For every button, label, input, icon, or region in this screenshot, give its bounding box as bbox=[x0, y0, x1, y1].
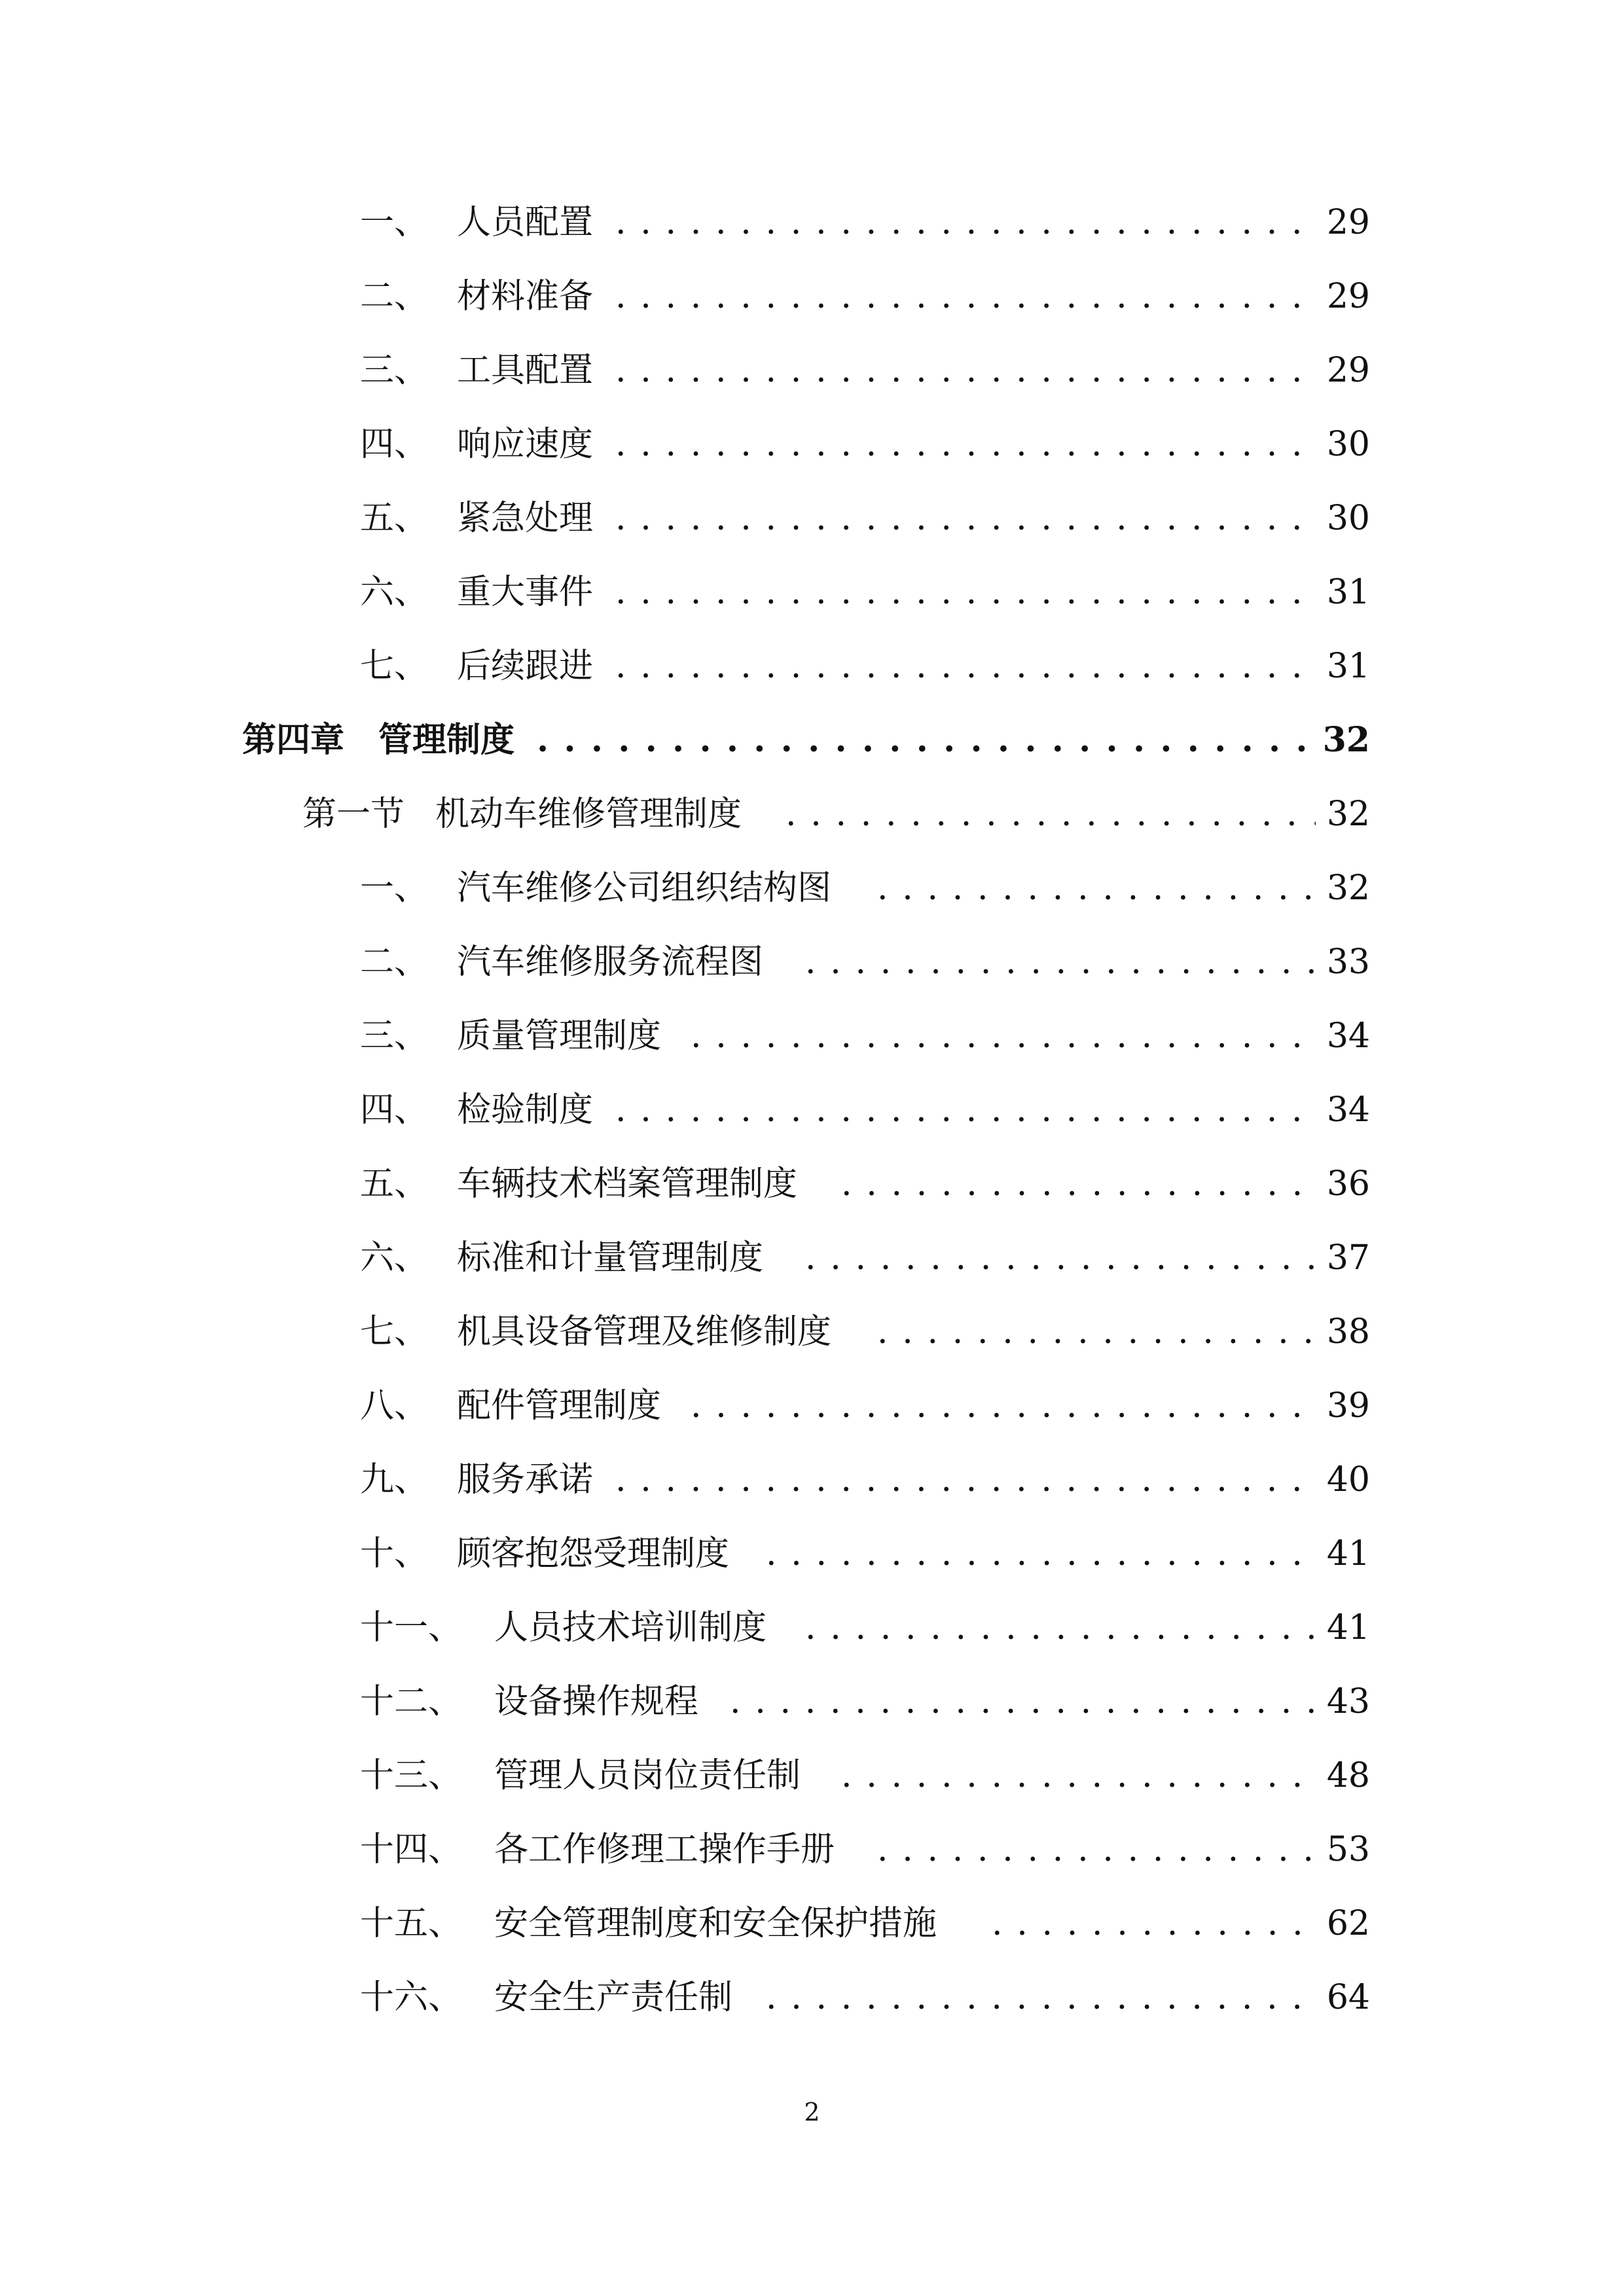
toc-entry-page: 40 bbox=[1326, 1460, 1370, 1499]
toc-entry-leader bbox=[615, 566, 1316, 619]
toc-chapter-number: 第四章 bbox=[242, 720, 345, 760]
toc-entry-leader bbox=[615, 1084, 1316, 1136]
toc-entry-number: 四、 bbox=[360, 1090, 429, 1130]
toc-entry-title: 材料准备 bbox=[457, 277, 594, 316]
toc-section-title: 机动车维修管理制度 bbox=[435, 795, 742, 834]
toc-entry[interactable] bbox=[0, 1010, 1624, 1062]
toc-entry-page: 29 bbox=[1326, 203, 1370, 242]
toc-entry-page: 48 bbox=[1326, 1756, 1370, 1795]
toc-entry-number: 十一、 bbox=[360, 1608, 463, 1647]
toc-entry-number: 四、 bbox=[360, 425, 429, 464]
toc-entry-number: 九、 bbox=[360, 1460, 429, 1499]
toc-entry-title: 各工作修理工操作手册 bbox=[494, 1830, 835, 1869]
toc-entry-leader bbox=[877, 1823, 1316, 1876]
toc-chapter-heading[interactable] bbox=[0, 714, 1624, 766]
toc-entry[interactable] bbox=[0, 270, 1624, 323]
toc-entry[interactable] bbox=[0, 566, 1624, 619]
toc-entry-leader bbox=[877, 1306, 1316, 1358]
toc-entry-number: 十三、 bbox=[360, 1756, 463, 1795]
toc-entry-leader bbox=[785, 788, 1316, 840]
toc-entry-title: 检验制度 bbox=[457, 1090, 594, 1130]
toc-entry-leader bbox=[805, 936, 1316, 988]
toc-entry-number: 一、 bbox=[360, 869, 429, 908]
toc-entry[interactable] bbox=[0, 418, 1624, 471]
toc-entry-number: 十五、 bbox=[360, 1904, 463, 1943]
toc-section-number: 第一节 bbox=[302, 795, 405, 834]
toc-entry-leader bbox=[691, 1380, 1316, 1432]
toc-entry-title: 安全管理制度和安全保护措施 bbox=[494, 1904, 937, 1943]
toc-entry-number: 三、 bbox=[360, 1016, 429, 1056]
toc-entry-leader bbox=[615, 640, 1316, 692]
toc-entry-leader bbox=[615, 492, 1316, 545]
toc-entry-page: 29 bbox=[1326, 351, 1370, 390]
toc-entry-number: 五、 bbox=[360, 499, 429, 538]
toc-entry-page: 37 bbox=[1326, 1238, 1370, 1278]
toc-entry-leader bbox=[805, 1232, 1316, 1284]
toc-entry[interactable] bbox=[0, 640, 1624, 692]
toc-entry-page: 34 bbox=[1326, 1016, 1370, 1056]
toc-entry[interactable] bbox=[0, 1602, 1624, 1654]
toc-entry-number: 十四、 bbox=[360, 1830, 463, 1869]
toc-entry[interactable] bbox=[0, 344, 1624, 397]
toc-entry-number: 五、 bbox=[360, 1164, 429, 1204]
toc-entry-number: 一、 bbox=[360, 203, 429, 242]
toc-entry[interactable] bbox=[0, 196, 1624, 249]
toc-entry-title: 工具配置 bbox=[457, 351, 594, 390]
toc-entry[interactable] bbox=[0, 1749, 1624, 1802]
toc-entry[interactable] bbox=[0, 492, 1624, 545]
toc-entry[interactable] bbox=[0, 1454, 1624, 1506]
toc-entry-number: 十二、 bbox=[360, 1682, 463, 1721]
toc-entry-leader bbox=[730, 1676, 1316, 1728]
toc-entry-page: 41 bbox=[1326, 1534, 1370, 1573]
toc-entry-title: 车辆技术档案管理制度 bbox=[457, 1164, 798, 1204]
toc-entry-page: 36 bbox=[1326, 1164, 1370, 1204]
toc-entry-number: 六、 bbox=[360, 1238, 429, 1278]
toc-entry-page: 53 bbox=[1326, 1830, 1370, 1869]
toc-chapter-title: 管理制度 bbox=[378, 720, 515, 760]
toc-entry-page: 41 bbox=[1326, 1608, 1370, 1647]
toc-entry-leader bbox=[805, 1602, 1316, 1654]
toc-entry[interactable] bbox=[0, 1897, 1624, 1950]
toc-entry-title: 服务承诺 bbox=[457, 1460, 594, 1499]
toc-entry[interactable] bbox=[0, 862, 1624, 914]
toc-entry-title: 质量管理制度 bbox=[457, 1016, 662, 1056]
toc-entry-title: 标准和计量管理制度 bbox=[457, 1238, 764, 1278]
toc-entry-leader bbox=[841, 1749, 1316, 1802]
toc-entry-title: 人员配置 bbox=[457, 203, 594, 242]
toc-entry[interactable] bbox=[0, 1823, 1624, 1876]
toc-entry-title: 配件管理制度 bbox=[457, 1386, 662, 1426]
toc-entry-title: 管理人员岗位责任制 bbox=[494, 1756, 801, 1795]
toc-entry-leader bbox=[615, 270, 1316, 323]
toc-entry-number: 三、 bbox=[360, 351, 429, 390]
toc-entry-number: 七、 bbox=[360, 647, 429, 686]
toc-entry-title: 安全生产责任制 bbox=[494, 1978, 733, 2017]
toc-entry-number: 二、 bbox=[360, 942, 429, 982]
toc-entry-title: 汽车维修服务流程图 bbox=[457, 942, 764, 982]
toc-entry-number: 十六、 bbox=[360, 1978, 463, 2017]
toc-entry-title: 后续跟进 bbox=[457, 647, 594, 686]
toc-entry-leader bbox=[615, 418, 1316, 471]
toc-entry[interactable] bbox=[0, 936, 1624, 988]
toc-entry-leader bbox=[766, 1971, 1316, 2024]
toc-entry-leader bbox=[766, 1528, 1316, 1580]
toc-entry-leader bbox=[992, 1897, 1316, 1950]
toc-entry-page: 38 bbox=[1326, 1312, 1370, 1352]
toc-entry-title: 机具设备管理及维修制度 bbox=[457, 1312, 832, 1352]
toc-entry-leader bbox=[877, 862, 1316, 914]
toc-entry-leader bbox=[841, 1158, 1316, 1210]
toc-entry[interactable] bbox=[0, 1306, 1624, 1358]
toc-entry-title: 汽车维修公司组织结构图 bbox=[457, 869, 832, 908]
toc-entry-leader bbox=[537, 714, 1316, 766]
toc-entry-page: 64 bbox=[1326, 1978, 1370, 2017]
toc-entry[interactable] bbox=[0, 1158, 1624, 1210]
toc-entry-title: 顾客抱怨受理制度 bbox=[457, 1534, 730, 1573]
toc-entry[interactable] bbox=[0, 1528, 1624, 1580]
toc-entry-leader bbox=[615, 196, 1316, 249]
toc-entry-title: 重大事件 bbox=[457, 573, 594, 612]
toc-entry-page: 62 bbox=[1326, 1904, 1370, 1943]
toc-entry-number: 八、 bbox=[360, 1386, 429, 1426]
toc-entry[interactable] bbox=[0, 1676, 1624, 1728]
toc-entry-page: 32 bbox=[1326, 869, 1370, 908]
toc-entry-page: 31 bbox=[1326, 647, 1370, 686]
toc-entry-page: 32 bbox=[1326, 795, 1370, 834]
toc-entry-title: 紧急处理 bbox=[457, 499, 594, 538]
toc-section-heading[interactable] bbox=[0, 788, 1624, 840]
toc-entry-number: 十、 bbox=[360, 1534, 429, 1573]
toc-entry-leader bbox=[691, 1010, 1316, 1062]
toc-entry-number: 七、 bbox=[360, 1312, 429, 1352]
toc-entry-leader bbox=[615, 344, 1316, 397]
toc-entry[interactable] bbox=[0, 1971, 1624, 2024]
toc-entry-page: 30 bbox=[1326, 499, 1370, 538]
toc-entry[interactable] bbox=[0, 1084, 1624, 1136]
toc-entry-page: 39 bbox=[1326, 1386, 1370, 1426]
toc-entry[interactable] bbox=[0, 1380, 1624, 1432]
toc-entry[interactable] bbox=[0, 1232, 1624, 1284]
toc-entry-page: 29 bbox=[1326, 277, 1370, 316]
toc-entry-page: 31 bbox=[1326, 573, 1370, 612]
toc-entry-page: 32 bbox=[1322, 720, 1370, 760]
toc-entry-leader bbox=[615, 1454, 1316, 1506]
toc-entry-page: 30 bbox=[1326, 425, 1370, 464]
toc-entry-number: 二、 bbox=[360, 277, 429, 316]
toc-entry-page: 43 bbox=[1326, 1682, 1370, 1721]
page-number: 2 bbox=[804, 2098, 820, 2126]
toc-entry-title: 人员技术培训制度 bbox=[494, 1608, 767, 1647]
toc-entry-number: 六、 bbox=[360, 573, 429, 612]
toc-entry-page: 33 bbox=[1326, 942, 1370, 982]
toc-entry-title: 设备操作规程 bbox=[494, 1682, 699, 1721]
toc-entry-page: 34 bbox=[1326, 1090, 1370, 1130]
toc-entry-title: 响应速度 bbox=[457, 425, 594, 464]
